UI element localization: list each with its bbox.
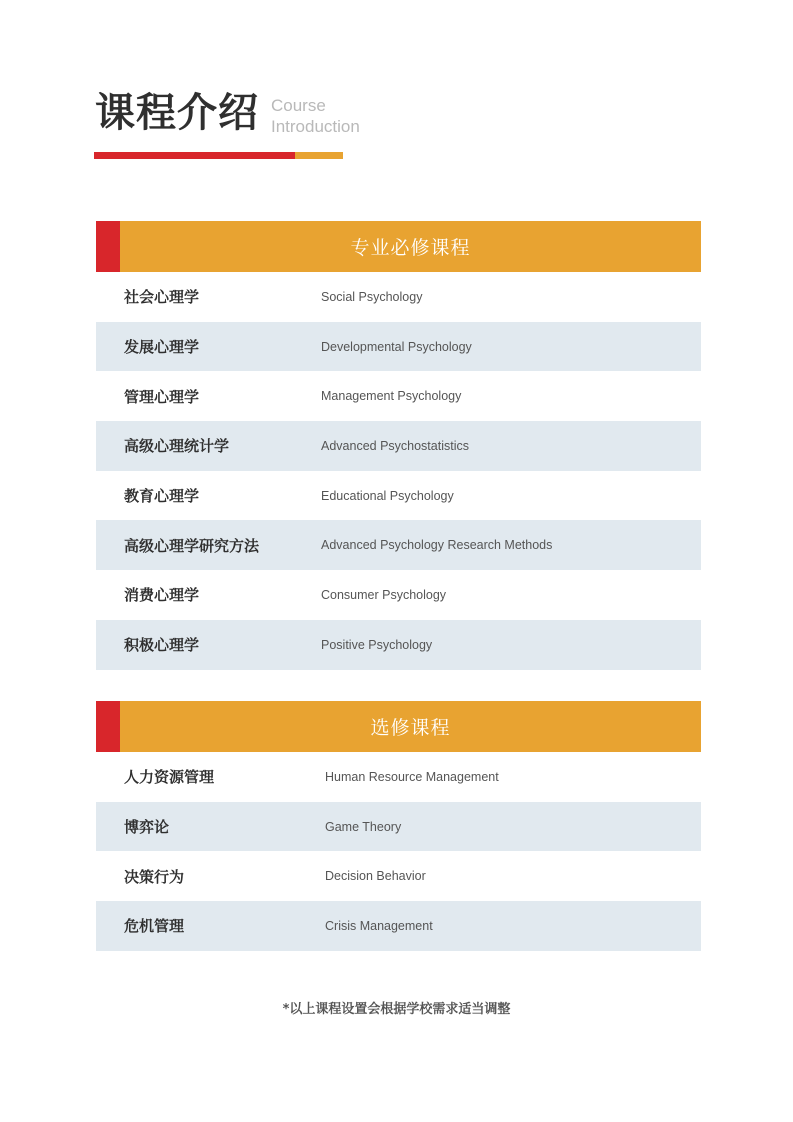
course-name-en: Management Psychology [321, 389, 462, 404]
section-header [96, 701, 701, 752]
title-english-line1: Course [271, 96, 326, 115]
course-name-cn: 危机管理 [124, 917, 185, 936]
title-english-line2: Introduction [271, 117, 360, 136]
course-name-en: Consumer Psychology [321, 587, 447, 602]
section-accent-strip [96, 701, 120, 752]
course-row [96, 570, 701, 620]
underline-red-segment [94, 152, 295, 159]
course-name-en: Social Psychology [321, 289, 423, 304]
course-row [96, 322, 701, 372]
course-name-cn: 高级心理学研究方法 [124, 536, 260, 555]
section-title: 专业必修课程 [350, 237, 471, 259]
course-name-cn: 管理心理学 [124, 387, 200, 406]
course-row [96, 471, 701, 521]
course-row [96, 620, 701, 670]
course-name-cn: 积极心理学 [124, 636, 200, 655]
course-name-en: Educational Psychology [321, 488, 454, 503]
course-name-cn: 决策行为 [124, 867, 185, 886]
title-underline-bar [94, 152, 343, 159]
course-row [96, 851, 701, 901]
course-name-en: Crisis Management [325, 918, 433, 933]
course-name-en: Advanced Psychology Research Methods [321, 538, 553, 553]
course-name-en: Advanced Psychostatistics [321, 438, 469, 453]
course-name-cn: 教育心理学 [124, 487, 200, 506]
course-row [96, 802, 701, 852]
course-row [96, 421, 701, 471]
course-row [96, 520, 701, 570]
course-name-cn: 博弈论 [124, 818, 170, 837]
title-english [271, 95, 360, 137]
footnote: *以上课程设置会根据学校需求适当调整 [282, 1002, 511, 1017]
course-row [96, 901, 701, 951]
course-name-en: Positive Psychology [321, 637, 433, 652]
course-row [96, 752, 701, 802]
section-accent-strip [96, 221, 120, 272]
course-name-en: Developmental Psychology [321, 339, 472, 354]
course-row [96, 272, 701, 322]
required-courses-section [96, 221, 701, 670]
course-name-cn: 高级心理统计学 [124, 437, 230, 456]
section-header [96, 221, 701, 272]
elective-courses-section [96, 701, 701, 951]
course-name-cn: 消费心理学 [124, 586, 200, 605]
course-row [96, 371, 701, 421]
underline-orange-segment [295, 152, 343, 159]
course-name-en: Decision Behavior [325, 869, 426, 884]
course-name-en: Human Resource Management [325, 769, 499, 784]
section-title: 选修课程 [370, 717, 451, 739]
course-name-en: Game Theory [325, 819, 402, 834]
course-name-cn: 社会心理学 [124, 288, 200, 307]
course-name-cn: 发展心理学 [124, 338, 200, 357]
course-name-cn: 人力资源管理 [124, 768, 215, 787]
page-title [95, 88, 360, 138]
title-chinese: 课程介绍 [95, 90, 259, 136]
